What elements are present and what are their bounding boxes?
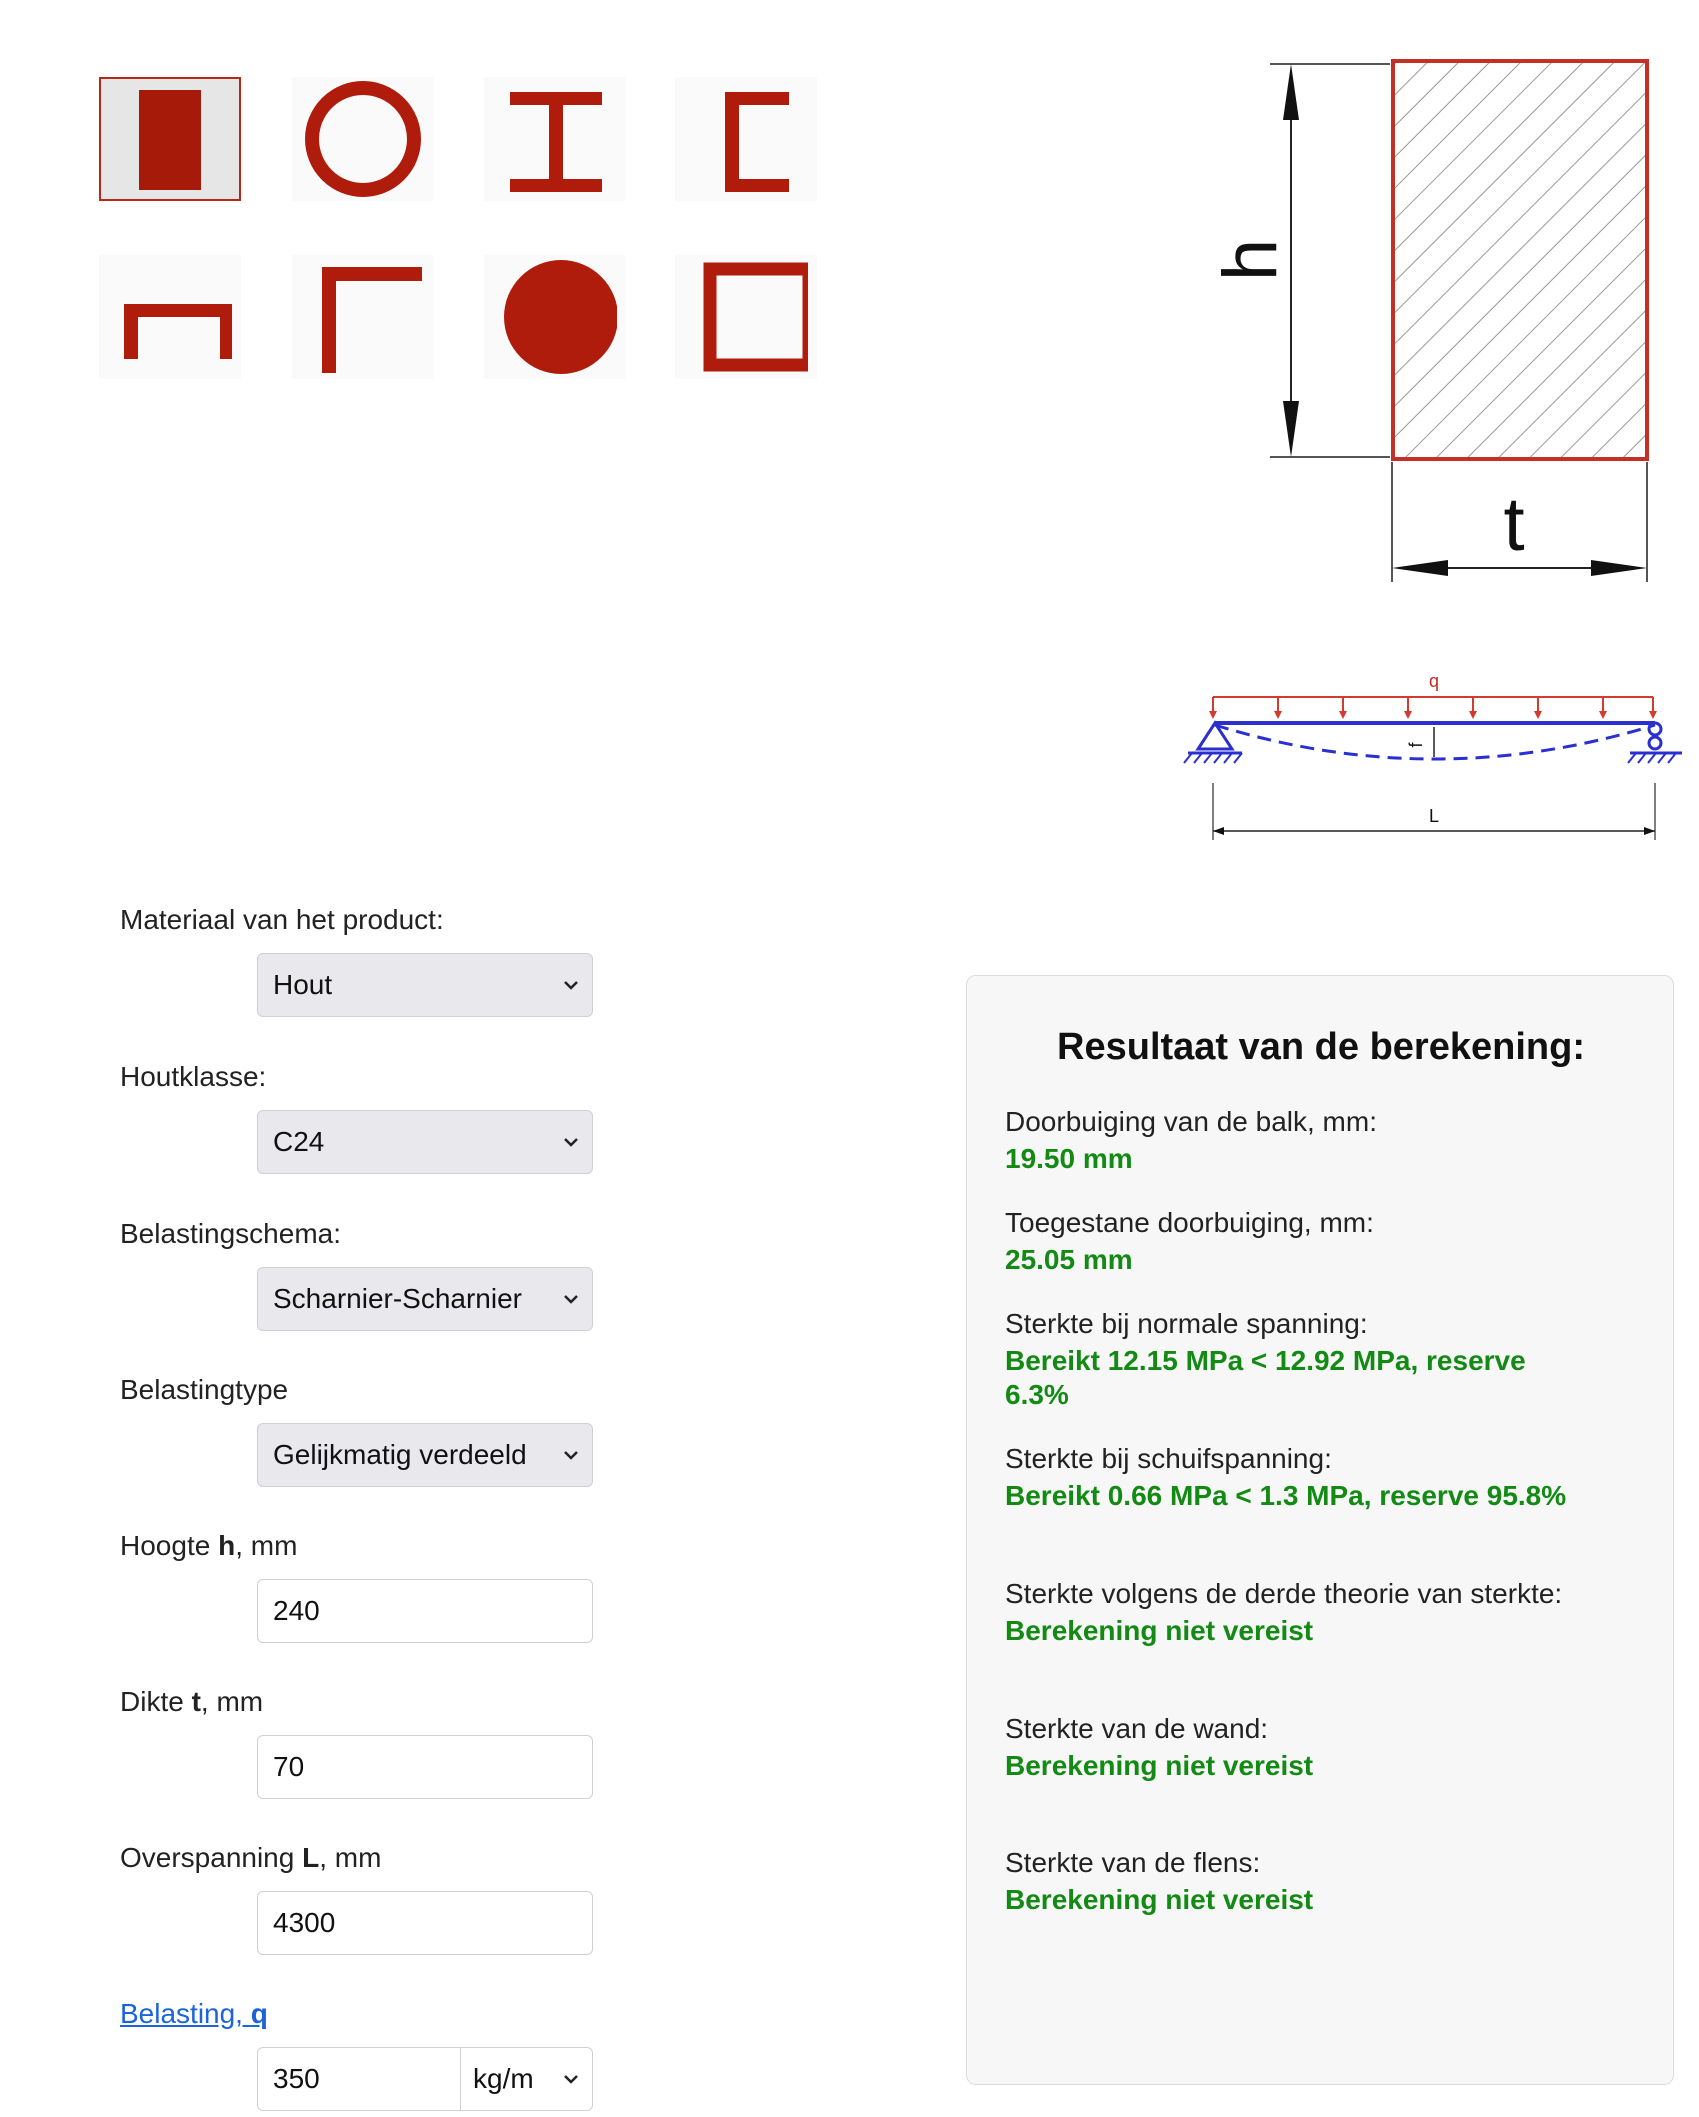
load-help-link[interactable]: Belasting, q <box>120 1998 268 2029</box>
chevron-down-icon <box>562 1446 580 1464</box>
result-label: Sterkte van de wand: <box>1005 1713 1269 1744</box>
chevron-down-icon <box>562 2070 580 2088</box>
thickness-field-label: Dikte t, mm <box>120 1686 264 1717</box>
pin-support-icon <box>1198 723 1232 749</box>
load-type-label: Belastingtype <box>120 1374 289 1405</box>
arrow-down-icon <box>1283 401 1299 457</box>
chevron-down-icon <box>562 1133 580 1151</box>
deflection-curve <box>1215 725 1655 759</box>
result-label: Sterkte bij normale spanning: <box>1005 1308 1368 1339</box>
round-bar-icon <box>493 255 617 379</box>
span-field-label: Overspanning L, mm <box>120 1842 382 1873</box>
rectangle-section-icon <box>135 84 205 194</box>
result-label: Sterkte van de flens: <box>1005 1847 1261 1878</box>
result-value: Berekening niet vereist <box>1005 1750 1314 1781</box>
load-unit-select[interactable]: kg/m <box>460 2047 593 2111</box>
result-label: Sterkte volgens de derde theorie van sterkte: <box>1005 1578 1563 1609</box>
material-select[interactable] <box>257 953 593 1017</box>
shape-channel-down-button[interactable] <box>99 255 241 379</box>
shape-channel-button[interactable] <box>675 77 817 201</box>
channel-icon <box>691 84 801 194</box>
shape-round-tube-button[interactable] <box>292 77 434 201</box>
shape-i-beam-button[interactable] <box>484 77 626 201</box>
shape-round-bar-button[interactable] <box>484 255 626 379</box>
chevron-down-icon <box>562 976 580 994</box>
channel-down-icon <box>108 262 232 372</box>
result-label: Sterkte bij schuifspanning: <box>1005 1443 1332 1474</box>
beam-diagram <box>1170 665 1690 850</box>
thickness-label: t <box>1503 482 1525 567</box>
arrow-up-icon <box>1283 64 1299 120</box>
chevron-down-icon <box>562 1290 580 1308</box>
wood-class-select[interactable] <box>257 1110 593 1174</box>
load-type-select-value: Gelijkmatig verdeeld <box>273 1439 527 1470</box>
result-value: Berekening niet vereist <box>1005 1884 1314 1915</box>
results-panel <box>966 975 1674 2085</box>
height-field-label: Hoogte h, mm <box>120 1530 298 1561</box>
arrow-right-icon <box>1591 560 1647 576</box>
section-rectangle <box>1393 61 1647 459</box>
result-label: Doorbuiging van de balk, mm: <box>1005 1106 1377 1137</box>
result-label: Toegestane doorbuiging, mm: <box>1005 1207 1374 1238</box>
shape-angle-button[interactable] <box>292 255 434 379</box>
load-q-label: q <box>1428 671 1440 691</box>
distributed-load-arrows <box>1209 697 1657 719</box>
result-value: 25.05 mm <box>1005 1244 1133 1275</box>
result-value: Bereikt 12.15 MPa < 12.92 MPa, reserve 6.3% <box>1005 1345 1526 1410</box>
material-select-value: Hout <box>273 969 333 1000</box>
cross-section-diagram <box>1200 40 1670 600</box>
angle-icon <box>301 255 425 379</box>
height-input[interactable]: 240 <box>257 1579 593 1643</box>
load-scheme-select[interactable] <box>257 1267 593 1331</box>
round-tube-icon <box>301 77 425 201</box>
span-l-label: L <box>1428 806 1440 826</box>
deflection-f-label: f <box>1406 742 1426 748</box>
load-input[interactable]: 350 <box>257 2047 461 2111</box>
results-title: Resultaat van de berekening: <box>1057 1026 1585 1068</box>
shape-rectangle-button[interactable] <box>99 77 241 201</box>
result-value: Berekening niet vereist <box>1005 1615 1314 1646</box>
wood-class-label: Houtklasse: <box>120 1061 267 1092</box>
arrow-left-icon <box>1392 560 1448 576</box>
square-tube-icon <box>684 255 808 379</box>
load-scheme-label: Belastingschema: <box>120 1218 342 1249</box>
span-input[interactable]: 4300 <box>257 1891 593 1955</box>
wood-class-select-value: C24 <box>273 1126 325 1157</box>
material-label: Materiaal van het product: <box>120 904 444 935</box>
shape-square-tube-button[interactable] <box>675 255 817 379</box>
load-type-select[interactable] <box>257 1423 593 1487</box>
load-scheme-select-value: Scharnier-Scharnier <box>273 1283 522 1314</box>
result-value: 19.50 mm <box>1005 1143 1133 1174</box>
i-beam-icon <box>500 84 610 194</box>
thickness-input[interactable]: 70 <box>257 1735 593 1799</box>
height-label: h <box>1208 238 1294 282</box>
result-value: Bereikt 0.66 MPa < 1.3 MPa, reserve 95.8% <box>1005 1480 1567 1511</box>
